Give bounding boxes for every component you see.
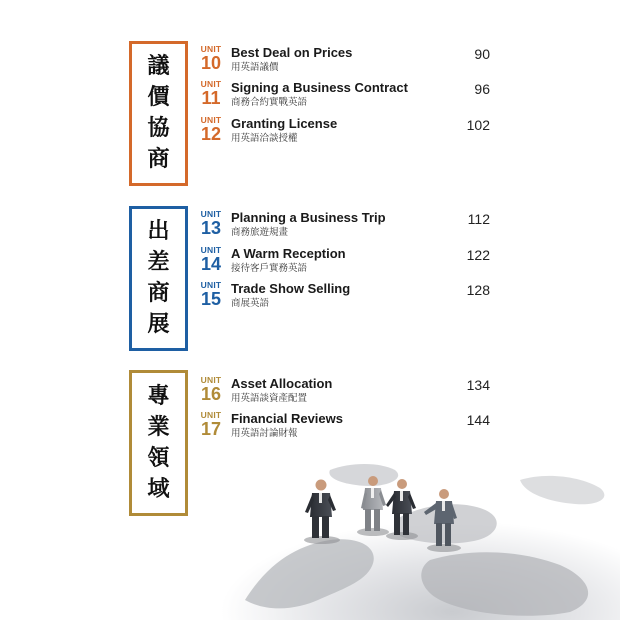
section-label-char: 價 — [147, 85, 170, 111]
unit-number: 10 — [200, 53, 222, 73]
page-number: 112 — [467, 211, 490, 227]
unit-title: Asset Allocation — [231, 376, 333, 391]
toc-entry-unit-13[interactable] — [196, 210, 496, 244]
unit-badge — [196, 411, 226, 439]
toc-entry-unit-16[interactable] — [196, 376, 496, 410]
unit-title: Financial Reviews — [231, 411, 343, 426]
section-label-professional-fields — [129, 370, 188, 516]
unit-badge — [196, 246, 226, 274]
page-number: 134 — [466, 377, 490, 393]
unit-number: 13 — [200, 218, 222, 238]
unit-subtitle: 商務旅遊規畫 — [231, 227, 289, 238]
section-label-business-trip — [129, 206, 188, 351]
unit-badge — [196, 116, 226, 144]
page-number: 96 — [474, 81, 490, 97]
toc-entry-unit-17[interactable] — [196, 411, 496, 445]
unit-word: UNIT — [200, 115, 222, 125]
unit-number: 14 — [200, 254, 222, 274]
page-number: 128 — [466, 282, 490, 298]
section-label-char: 商 — [147, 146, 170, 172]
section-label-char: 出 — [147, 219, 170, 245]
unit-badge — [196, 80, 226, 108]
unit-word: UNIT — [200, 245, 222, 255]
unit-badge — [196, 210, 226, 238]
section-label-char: 協 — [147, 115, 170, 141]
unit-title: Planning a Business Trip — [231, 210, 386, 225]
unit-title: Trade Show Selling — [231, 281, 351, 296]
unit-subtitle: 用英語討論財報 — [231, 428, 298, 439]
page-number: 102 — [466, 117, 490, 133]
unit-number: 12 — [200, 124, 222, 144]
unit-word: UNIT — [200, 280, 222, 290]
unit-subtitle: 商展英語 — [231, 298, 270, 309]
unit-word: UNIT — [200, 410, 222, 420]
unit-subtitle: 用英語議價 — [231, 62, 279, 73]
unit-number: 15 — [200, 289, 222, 309]
unit-word: UNIT — [200, 44, 222, 54]
unit-title: Granting License — [231, 116, 338, 131]
section-label-char: 差 — [147, 250, 170, 276]
toc-entry-unit-10[interactable] — [196, 45, 496, 79]
unit-subtitle: 用英語洽談授權 — [231, 133, 298, 144]
toc-entry-unit-14[interactable] — [196, 246, 496, 280]
unit-badge — [196, 376, 226, 404]
unit-badge — [196, 281, 226, 309]
section-label-char: 議 — [147, 54, 170, 80]
section-label-char: 展 — [147, 311, 170, 337]
unit-number: 11 — [201, 88, 221, 108]
unit-subtitle: 接待客戶實務英語 — [231, 263, 308, 274]
unit-number: 17 — [200, 419, 222, 439]
page-number: 122 — [466, 247, 490, 263]
unit-subtitle: 用英語談資產配置 — [231, 393, 308, 404]
section-label-char: 領 — [147, 445, 170, 471]
section-label-negotiation — [129, 41, 188, 186]
section-label-char: 業 — [147, 414, 170, 440]
toc-entry-unit-15[interactable] — [196, 281, 496, 315]
unit-number: 16 — [200, 384, 222, 404]
unit-subtitle: 商務合約實戰英語 — [231, 97, 308, 108]
toc-entry-unit-11[interactable] — [196, 80, 496, 114]
unit-word: UNIT — [200, 209, 222, 219]
unit-word: UNIT — [200, 79, 222, 89]
unit-badge — [196, 45, 226, 73]
unit-title: Signing a Business Contract — [231, 80, 408, 95]
unit-title: Best Deal on Prices — [231, 45, 353, 60]
unit-word: UNIT — [200, 375, 222, 385]
section-label-char: 商 — [147, 280, 170, 306]
section-label-char: 專 — [147, 383, 170, 409]
unit-title: A Warm Reception — [231, 246, 346, 261]
section-label-char: 域 — [147, 476, 170, 502]
page-number: 144 — [466, 412, 490, 428]
page-number: 90 — [474, 46, 490, 62]
toc-entry-unit-12[interactable] — [196, 116, 496, 150]
